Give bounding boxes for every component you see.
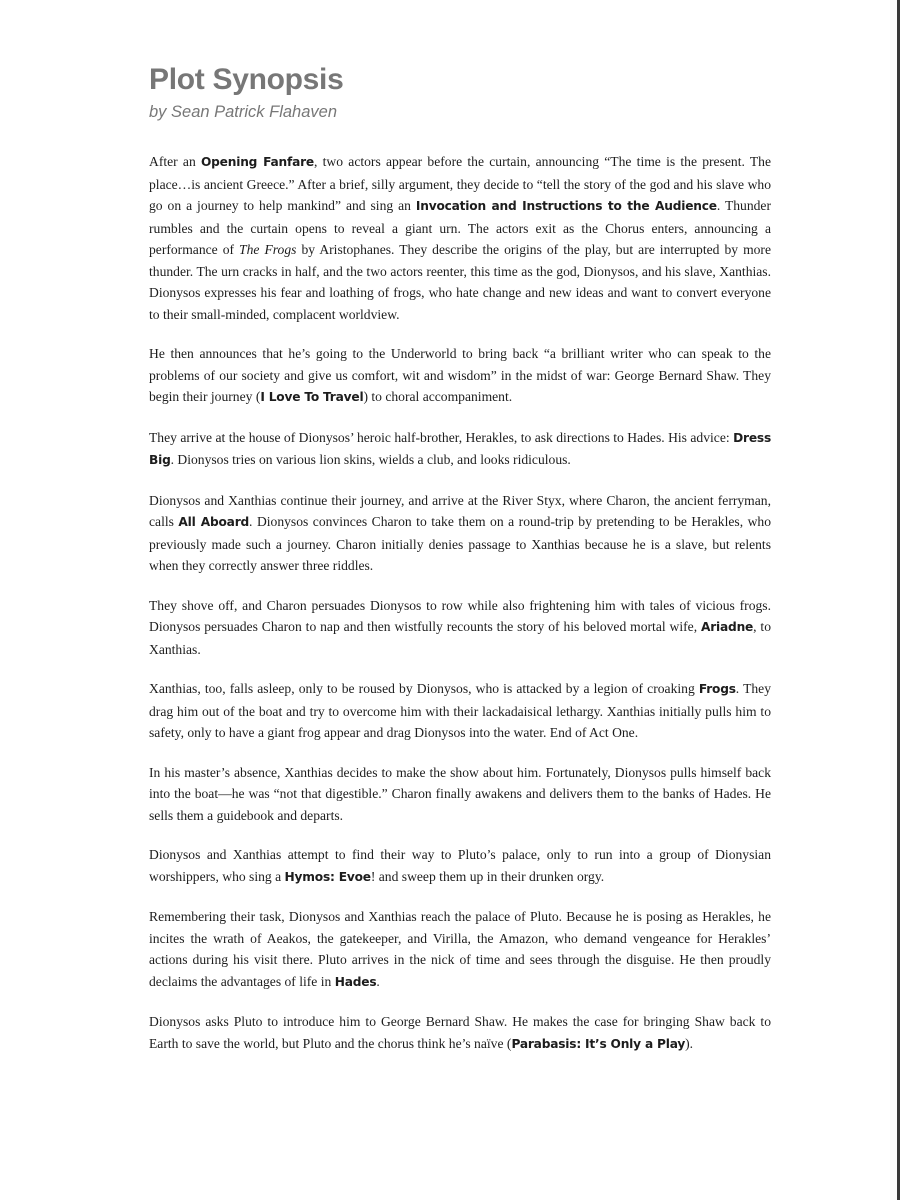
song-title: Hymos: Evoe	[284, 869, 371, 884]
paragraph-text: Xanthias, too, falls asleep, only to be roused by Dionysos, who is attacked by a legion of croaking	[149, 681, 699, 696]
work-title: The Frogs	[239, 242, 297, 257]
page-title: Plot Synopsis	[149, 63, 344, 96]
paragraph-text: ) to choral accompaniment.	[363, 389, 513, 404]
song-title: Hades	[334, 974, 377, 989]
paragraph-text: After an	[149, 154, 201, 169]
paragraph-text: Dionysos asks Pluto to introduce him to George Bernard Shaw. He makes the case for bringing Shaw back to Earth to save the world, but Pluto and the chorus think he’s naïve (	[149, 1014, 771, 1051]
synopsis-paragraph	[149, 678, 771, 744]
synopsis-paragraph	[149, 151, 771, 325]
song-title: I Love To Travel	[260, 390, 364, 404]
synopsis-paragraph	[149, 844, 771, 888]
song-title: Ariadne	[701, 620, 754, 634]
paragraph-text: Dionysos and Xanthias continue their journey, and arrive at the River Styx, where Charon, the ancient ferryman, calls	[149, 492, 771, 529]
paragraph-text: They shove off, and Charon persuades Dionysos to row while also frightening him with tales of vicious frogs. Dionysos persuades Charon to nap and then wistfully recounts the story of his beloved mortal wife,	[149, 597, 771, 634]
synopsis-paragraph	[149, 595, 771, 661]
song-title: Parabasis: It’s Only a Play	[511, 1036, 686, 1051]
document-page	[149, 62, 771, 1073]
synopsis-paragraph	[149, 427, 771, 472]
paragraph-text: . Thunder rumbles and the curtain opens to reveal a giant urn. The actors exit as the Chorus enters, announcing a performance of	[149, 198, 771, 257]
paragraph-text: Dionysos and Xanthias attempt to find their way to Pluto’s palace, only to run into a group of Dionysian worshippers, who sing a	[149, 847, 771, 884]
synopsis-body	[149, 151, 771, 1055]
author-byline: by Sean Patrick Flahaven	[149, 103, 338, 121]
song-title: Invocation and Instructions to the Audience	[415, 199, 717, 213]
paragraph-text: ! and sweep them up in their drunken orgy.	[370, 868, 605, 884]
paragraph-text: .	[376, 973, 380, 989]
paragraph-text: . Dionysos tries on various lion skins, wields a club, and looks ridiculous.	[170, 452, 571, 467]
paragraph-text: They arrive at the house of Dionysos’ heroic half-brother, Herakles, to ask directions to Hades. His advice:	[149, 429, 734, 445]
song-title: Dress Big	[149, 430, 771, 467]
paragraph-text: by Aristophanes. They describe the origins of the play, but are interrupted by more thunder. The urn cracks in half, and the two actors reenter, this time as the god, Dionysos, and his slave, Xanthias. Dionysos expresses his fear and loathing of frogs, who hate change and new ideas and want to convert everyone to their small-minded, complacent worldview.	[149, 242, 771, 322]
paragraph-text: . Dionysos convinces Charon to take them on a round-trip by pretending to be Herakles, who previously made such a journey. Charon initially denies passage to Xanthias because he is a slave, but relents when they correctly answer three riddles.	[149, 514, 772, 573]
paragraph-text: Remembering their task, Dionysos and Xanthias reach the palace of Pluto. Because he is posing as Herakles, he incites the wrath of Aeakos, the gatekeeper, and Virilla, the Amazon, who demand vengeance for Herakles’ actions during his visit there. Pluto arrives in the nick of time and sees through the disguise. He then proudly declaims the advantages of life in	[149, 909, 771, 989]
paragraph-text: In his master’s absence, Xanthias decides to make the show about him. Fortunately, Dionysos pulls himself back into the boat—he was “not that digestible.” Charon finally awakens and delivers them to the banks of Hades. He sells them a guidebook and departs.	[149, 764, 771, 823]
song-title: Frogs	[698, 682, 736, 696]
paragraph-text: ).	[685, 1035, 694, 1051]
paragraph-text: , two actors appear before the curtain, announcing “The time is the present. The place…is ancient Greece.” After a brief, silly argument, they decide to “tell the story of the god and his slave who go on a journey to help mankind” and sing an	[149, 154, 772, 213]
song-title: Opening Fanfare	[201, 155, 315, 169]
paragraph-text: , to Xanthias.	[149, 619, 771, 657]
synopsis-paragraph	[149, 762, 771, 827]
synopsis-paragraph	[149, 490, 771, 577]
song-title: All Aboard	[178, 515, 250, 529]
synopsis-paragraph	[149, 343, 771, 409]
paragraph-text: . They drag him out of the boat and try to overcome him with their lackadaisical lethargy. Xanthias initially pulls him to safety, only to have a giant frog appear and drag Dionysos into the water. End of Act One.	[149, 681, 772, 740]
synopsis-paragraph	[149, 1011, 771, 1055]
synopsis-paragraph	[149, 906, 771, 993]
paragraph-text: He then announces that he’s going to the Underworld to bring back “a brilliant writer who can speak to the problems of our society and give us comfort, wit and wisdom” in the midst of war: George Bernard Shaw. They begin their journey (	[149, 346, 771, 404]
